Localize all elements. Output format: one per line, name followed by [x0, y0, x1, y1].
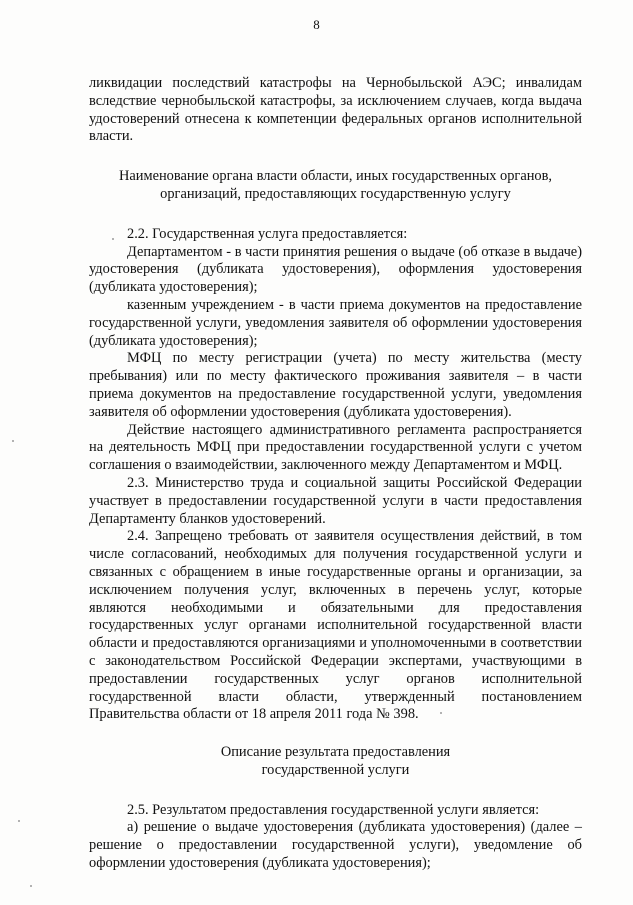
paragraph-2-4: 2.4. Запрещено требовать от заявителя осуществления действий, в том числе согласований, необходимых для получения государственной услуги и связанных с обращением в иные государственные органы и организации, за исключением получения услуг, включенных в перечень услуг, которые являются необходимыми и обязательными для предоставления государственных услуг органами исполнительной государственной власти области и предоставляются организациями и уполномоченными в соответствии с законодательством Российской Федерации экспертами, участвующими в предоставлении государственных услуг органов исполнительной государственной власти области, утвержденный постановлением Правительства области от 18 апреля 2011 года № 398.: [89, 528, 582, 723]
paragraph-2-2: 2.2. Государственная услуга предоставляется:: [127, 225, 408, 242]
paragraph-mfc: МФЦ по месту регистрации (учета) по месту жительства (месту пребывания) или по месту фактического проживания заявителя – в части приема документов на предоставление государственной услуги, уведомления заявителя об оформлении удостоверения (дубликата удостоверения).: [89, 350, 582, 420]
scan-speck: [18, 820, 20, 822]
paragraph-continuation: ликвидации последствий катастрофы на Чернобыльской АЭС; инвалидам вследствие чернобыльской катастрофы, за исключением случаев, когда выдача удостоверений отнесена к компетенции федеральных органов исполнительной власти.: [89, 75, 582, 145]
section-heading-result: [89, 744, 582, 780]
scan-speck: [30, 885, 32, 887]
paragraph-result-a: а) решение о выдаче удостоверения (дубликата удостоверения) (далее – решение о предоставлении государственной услуги), уведомление об оформлении удостоверения (дубликата удостоверения);: [89, 819, 582, 872]
scan-speck: [12, 440, 14, 442]
paragraph-2-5: 2.5. Результатом предоставления государственной услуги является:: [127, 801, 540, 818]
scan-speck: [112, 238, 114, 240]
paragraph-2-3: 2.3. Министерство труда и социальной защиты Российской Федерации участвует в предоставлении государственной услуги в части предоставления Департаменту бланков удостоверений.: [89, 474, 582, 527]
section-heading-result-text: Описание результата предоставления государственной услуги: [220, 744, 451, 778]
paragraph-institution: казенным учреждением - в части приема документов на предоставление государственной услуги, уведомления заявителя об оформлении удостоверения (дубликата удостоверения);: [89, 296, 582, 349]
document-body: [89, 75, 582, 873]
paragraph-regulation-scope: Действие настоящего административного регламента распространяется на деятельность МФЦ при предоставлении государственной услуги с учетом соглашения о взаимодействии, заключенного между Департаментом и МФЦ.: [89, 421, 582, 474]
section-heading-authority: [89, 168, 582, 204]
paragraph-department: Департаментом - в части принятия решения о выдаче (об отказе в выдаче) удостоверения (дубликата удостоверения), оформления удостоверения (дубликата удостоверения);: [89, 243, 582, 296]
page-number: 8: [313, 17, 320, 32]
section-heading-authority-text: Наименование органа власти области, иных государственных органов, организаций, предоставляющих государственную услугу: [118, 168, 553, 202]
scan-speck: [440, 712, 442, 714]
